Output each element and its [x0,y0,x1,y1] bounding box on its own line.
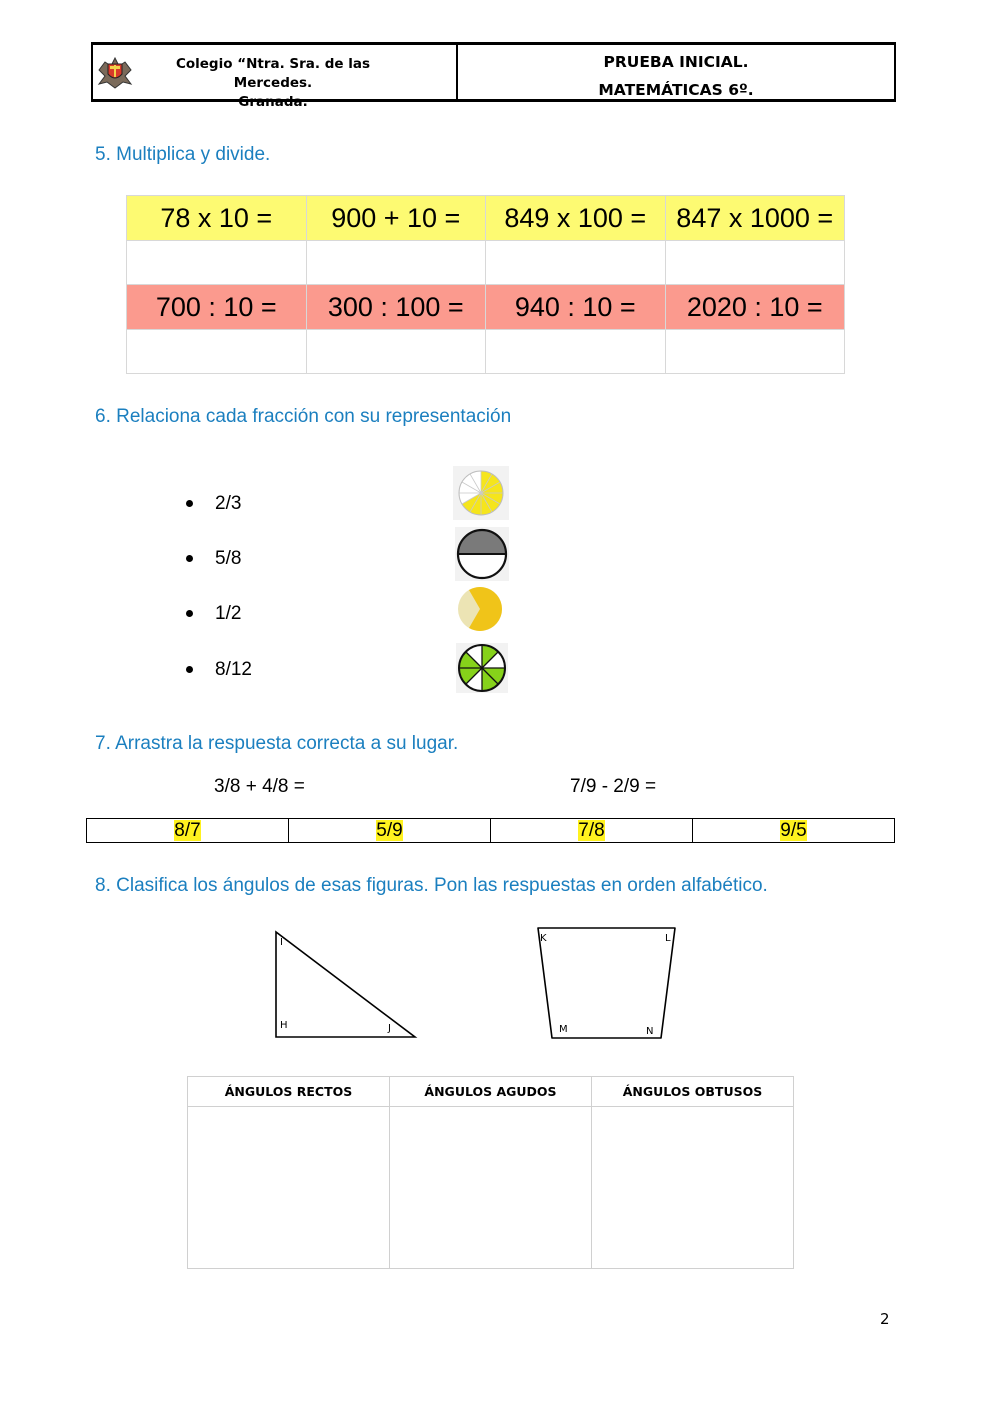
draggable-answers [86,818,895,843]
answer-chip[interactable] [491,819,693,843]
answer-chip-label: 9/5 [780,820,807,841]
divide-row [127,285,845,330]
question-5-title: 5. Multiplica y divide. [95,144,271,165]
multiply-answer-row [127,241,845,285]
multiply-row [127,196,845,241]
document-header [91,42,896,110]
school-name-line1: Colegio “Ntra. Sra. de las Mercedes. [175,56,371,91]
fraction-item[interactable] [186,603,241,625]
drop-zone-acute[interactable] [390,1107,592,1269]
school-name [143,55,403,112]
bullet-icon [186,555,193,562]
answer-cell[interactable] [486,241,666,285]
operation-cell: 900 + 10 = [306,196,486,241]
answer-cell[interactable] [486,330,666,374]
fraction-label: 5/8 [215,548,242,569]
answer-cell[interactable] [127,330,307,374]
operation-cell: 940 : 10 = [486,285,666,330]
operation-cell: 78 x 10 = [127,196,307,241]
vertex-label-M: M [559,1024,568,1035]
divide-answer-row [127,330,845,374]
answer-chip[interactable] [693,819,895,843]
school-name-line2: Granada. [238,94,308,110]
bullet-icon [186,500,193,507]
column-header-right-angles: ÁNGULOS RECTOS [188,1077,390,1107]
pie-thirds-icon[interactable] [455,585,505,633]
answer-cell[interactable] [665,330,845,374]
answer-cell[interactable] [306,330,486,374]
question-8-title: 8. Clasifica los ángulos de esas figuras. Pon las respuestas en orden alfabético. [95,875,768,896]
answer-chip[interactable] [289,819,491,843]
exam-title-line1: PRUEBA INICIAL. [603,53,749,71]
angles-classification-table [187,1076,794,1269]
answer-cell[interactable] [306,241,486,285]
bullet-icon [186,666,193,673]
bullet-icon [186,610,193,617]
question-6-title: 6. Relaciona cada fracción con su representación [95,406,512,427]
fraction-item[interactable] [186,659,252,681]
fraction-item[interactable] [186,493,241,515]
operations-table [126,195,845,374]
exam-title-line2: MATEMÁTICAS 6º. [598,81,754,99]
vertex-label-K: K [540,933,547,944]
right-triangle-figure [270,925,420,1043]
operation-cell: 2020 : 10 = [665,285,845,330]
page-number: 2 [880,1310,890,1328]
fraction-label: 1/2 [215,603,242,624]
operation-cell: 300 : 100 = [306,285,486,330]
pie-half-icon[interactable] [455,527,509,581]
question-7-title: 7. Arrastra la respuesta correcta a su lugar. [95,733,459,754]
vertex-label-I: I [280,937,283,948]
vertex-label-J: J [388,1023,391,1034]
answer-cell[interactable] [665,241,845,285]
answer-chip-label: 7/8 [578,820,605,841]
operation-cell: 847 x 1000 = [665,196,845,241]
column-header-acute-angles: ÁNGULOS AGUDOS [390,1077,592,1107]
fraction-label: 2/3 [215,493,242,514]
problem-addition: 3/8 + 4/8 = [214,776,305,797]
drop-zone-right[interactable] [188,1107,390,1269]
operation-cell: 700 : 10 = [127,285,307,330]
exam-title [458,48,894,104]
fraction-label: 8/12 [215,659,252,680]
problem-subtraction: 7/9 - 2/9 = [570,776,657,797]
vertex-label-L: L [665,933,671,944]
fraction-item[interactable] [186,548,241,570]
drop-zone-obtuse[interactable] [592,1107,794,1269]
school-crest-icon [95,52,135,90]
pie-twelfths-icon[interactable] [453,466,509,520]
answer-chip-label: 8/7 [174,820,201,841]
column-header-obtuse-angles: ÁNGULOS OBTUSOS [592,1077,794,1107]
operation-cell: 849 x 100 = [486,196,666,241]
pie-eighths-icon[interactable] [456,643,508,693]
trapezoid-figure [530,922,680,1044]
vertex-label-H: H [280,1020,288,1031]
answer-chip[interactable] [87,819,289,843]
vertex-label-N: N [646,1026,654,1037]
answer-cell[interactable] [127,241,307,285]
answer-chip-label: 5/9 [376,820,403,841]
